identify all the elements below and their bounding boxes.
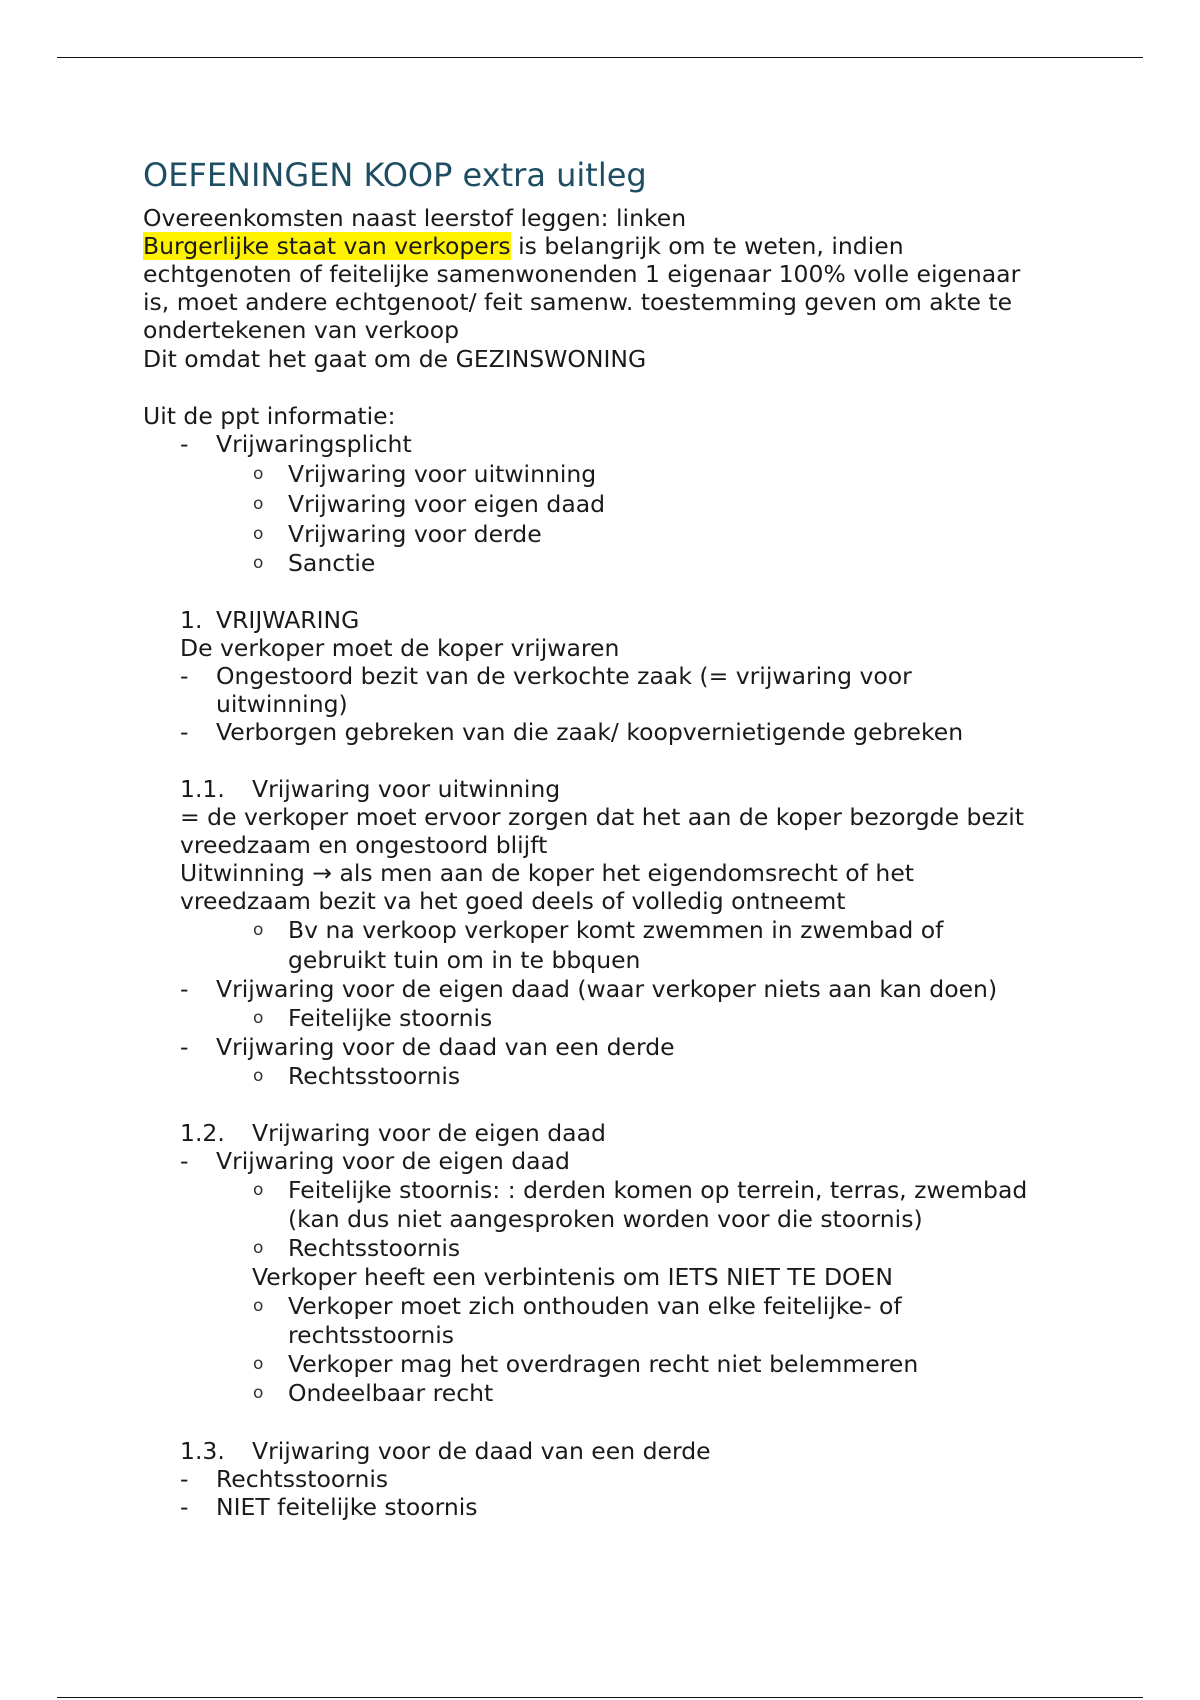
circle-bullet: o bbox=[253, 1354, 264, 1374]
list-subitem: Vrijwaring voor uitwinning bbox=[288, 460, 597, 488]
paragraph: Verkoper heeft een verbintenis om IETS NIET TE DOEN bbox=[252, 1263, 893, 1291]
section-number: 1.2. bbox=[180, 1119, 225, 1147]
list-subitem: Feitelijke stoornis bbox=[288, 1004, 493, 1032]
list-item: Vrijwaring voor de eigen daad (waar verkoper niets aan kan doen) bbox=[216, 975, 998, 1003]
list-item: Verborgen gebreken van die zaak/ koopvernietigende gebreken bbox=[216, 718, 964, 746]
circle-bullet: o bbox=[253, 494, 264, 514]
circle-bullet: o bbox=[253, 920, 264, 940]
circle-bullet: o bbox=[253, 1296, 264, 1316]
list-item: Vrijwaringsplicht bbox=[216, 430, 412, 458]
list-subitem: Rechtsstoornis bbox=[288, 1234, 461, 1262]
circle-bullet: o bbox=[253, 464, 264, 484]
list-item: Vrijwaring voor de eigen daad bbox=[216, 1147, 570, 1175]
page-title: OEFENINGEN KOOP extra uitleg bbox=[143, 156, 647, 194]
intro-line: Dit omdat het gaat om de GEZINSWONING bbox=[143, 345, 647, 373]
intro-line: Overeenkomsten naast leerstof leggen: linken bbox=[143, 204, 687, 232]
intro-line: echtgenoten of feitelijke samenwonenden 1 eigenaar 100% volle eigenaar bbox=[143, 260, 1021, 288]
list-subitem-continued: (kan dus niet aangesproken worden voor die stoornis) bbox=[288, 1205, 923, 1233]
intro-text: is belangrijk om te weten, indien bbox=[510, 232, 904, 260]
circle-bullet: o bbox=[253, 1066, 264, 1086]
circle-bullet: o bbox=[253, 1383, 264, 1403]
section-heading: Vrijwaring voor de eigen daad bbox=[252, 1119, 606, 1147]
section-heading: Vrijwaring voor de daad van een derde bbox=[252, 1437, 711, 1465]
section-number: 1.3. bbox=[180, 1437, 225, 1465]
footer-rule bbox=[57, 1697, 1143, 1698]
circle-bullet: o bbox=[253, 524, 264, 544]
paragraph: vreedzaam en ongestoord blijft bbox=[180, 831, 548, 859]
dash-bullet: - bbox=[180, 662, 189, 690]
dash-bullet: - bbox=[180, 1033, 189, 1061]
intro-line: ondertekenen van verkoop bbox=[143, 316, 460, 344]
list-subitem: Vrijwaring voor derde bbox=[288, 520, 542, 548]
section-heading: Vrijwaring voor uitwinning bbox=[252, 775, 561, 803]
list-item: Rechtsstoornis bbox=[216, 1465, 389, 1493]
list-item: NIET feitelijke stoornis bbox=[216, 1493, 478, 1521]
list-subitem: Vrijwaring voor eigen daad bbox=[288, 490, 606, 518]
dash-bullet: - bbox=[180, 718, 189, 746]
dash-bullet: - bbox=[180, 1147, 189, 1175]
list-subitem: Ondeelbaar recht bbox=[288, 1379, 494, 1407]
list-item: Vrijwaring voor de daad van een derde bbox=[216, 1033, 675, 1061]
section-heading: VRIJWARING bbox=[216, 606, 360, 634]
intro-line bbox=[143, 232, 904, 260]
paragraph: Uitwinning → als men aan de koper het eigendomsrecht of het bbox=[180, 859, 914, 887]
list-subitem: Rechtsstoornis bbox=[288, 1062, 461, 1090]
paragraph: = de verkoper moet ervoor zorgen dat het aan de koper bezorgde bezit bbox=[180, 803, 1024, 831]
ppt-heading: Uit de ppt informatie: bbox=[143, 402, 396, 430]
list-subitem: Verkoper moet zich onthouden van elke feitelijke- of bbox=[288, 1292, 902, 1320]
dash-bullet: - bbox=[180, 975, 189, 1003]
list-subitem: Verkoper mag het overdragen recht niet belemmeren bbox=[288, 1350, 919, 1378]
list-subitem-continued: gebruikt tuin om in te bbquen bbox=[288, 946, 641, 974]
circle-bullet: o bbox=[253, 553, 264, 573]
circle-bullet: o bbox=[253, 1180, 264, 1200]
dash-bullet: - bbox=[180, 1493, 189, 1521]
paragraph: De verkoper moet de koper vrijwaren bbox=[180, 634, 620, 662]
list-subitem: Bv na verkoop verkoper komt zwemmen in zwembad of bbox=[288, 916, 944, 944]
dash-bullet: - bbox=[180, 1465, 189, 1493]
intro-line: is, moet andere echtgenoot/ feit samenw. toestemming geven om akte te bbox=[143, 288, 1013, 316]
circle-bullet: o bbox=[253, 1008, 264, 1028]
circle-bullet: o bbox=[253, 1238, 264, 1258]
dash-bullet: - bbox=[180, 430, 189, 458]
section-number: 1.1. bbox=[180, 775, 225, 803]
list-subitem: Feitelijke stoornis: : derden komen op terrein, terras, zwembad bbox=[288, 1176, 1028, 1204]
list-item: Ongestoord bezit van de verkochte zaak (= vrijwaring voor bbox=[216, 662, 912, 690]
highlighted-text: Burgerlijke staat van verkopers bbox=[143, 232, 511, 260]
list-subitem: Sanctie bbox=[288, 549, 376, 577]
section-number: 1. bbox=[180, 606, 203, 634]
list-item-continued: uitwinning) bbox=[216, 690, 348, 718]
paragraph: vreedzaam bezit va het goed deels of volledig ontneemt bbox=[180, 887, 846, 915]
list-subitem-continued: rechtsstoornis bbox=[288, 1321, 455, 1349]
header-rule bbox=[57, 57, 1143, 58]
